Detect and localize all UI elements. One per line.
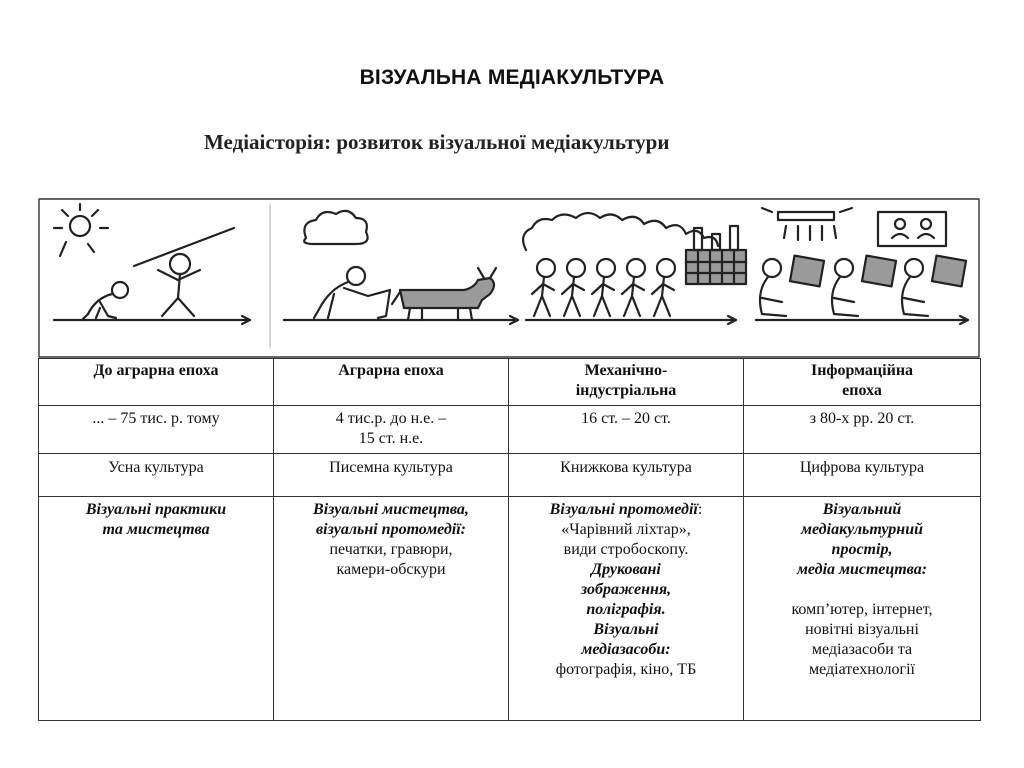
epoch-dates-cell: з 80-х рр. 20 ст. — [744, 406, 981, 454]
visual-media-row — [39, 497, 981, 721]
plough-icon — [368, 290, 390, 318]
epoch-name-cell: До аграрна епоха — [39, 359, 274, 406]
computer-users-icon — [760, 256, 966, 316]
epoch-name-cell: Аграрна епоха — [274, 359, 509, 406]
hunter-figure-icon — [134, 228, 234, 316]
smoke-clouds-icon — [523, 213, 718, 250]
factory-icon — [686, 226, 746, 284]
visual-media-cell: Візуальні практики та мистецтва — [39, 497, 274, 721]
culture-type-cell: Усна культура — [39, 454, 274, 497]
farmer-figure-icon — [314, 267, 368, 318]
document-title: Медіаісторія: розвиток візуальної медіакультури — [204, 130, 670, 154]
epoch-dates-row — [39, 406, 981, 454]
media-history-illustration — [38, 198, 980, 358]
media-history-table — [38, 358, 981, 721]
epoch-name-cell: Механічно- індустріальна — [509, 359, 744, 406]
visual-media-cell: Візуальний медіакультурний простір, медіа мистецтва: комп’ютер, інтернет, новітні візуальні медіазасоби та медіатехнології — [744, 497, 981, 721]
visual-media-cell: Візуальні протомедії: «Чарівний ліхтар», види стробоскопу. Друковані зображення, поліграфія. Візуальні медіазасоби: фотографія, кіно, ТБ — [509, 497, 744, 721]
culture-type-cell: Писемна культура — [274, 454, 509, 497]
workers-figures-icon — [532, 259, 675, 316]
ox-icon — [392, 268, 496, 320]
epoch-dates-cell: 4 тис.р. до н.е. – 15 ст. н.е. — [274, 406, 509, 454]
epoch-dates-cell: ... – 75 тис. р. тому — [39, 406, 274, 454]
culture-type-cell: Книжкова культура — [509, 454, 744, 497]
visual-media-cell: Візуальні мистецтва, візуальні протомедії: печатки, гравюри, камери-обскури — [274, 497, 509, 721]
video-screen-icon — [878, 212, 946, 246]
culture-type-cell: Цифрова культура — [744, 454, 981, 497]
epoch-dates-cell: 16 ст. – 20 ст. — [509, 406, 744, 454]
epoch-header-row — [39, 359, 981, 406]
lamp-icon — [762, 208, 852, 240]
epoch-name-cell: Інформаційна епоха — [744, 359, 981, 406]
slide-title: ВІЗУАЛЬНА МЕДІАКУЛЬТУРА — [359, 66, 665, 89]
crouching-figure-icon — [82, 282, 128, 320]
cloud-icon — [304, 211, 367, 244]
sun-icon — [54, 204, 108, 256]
culture-type-row — [39, 454, 981, 497]
